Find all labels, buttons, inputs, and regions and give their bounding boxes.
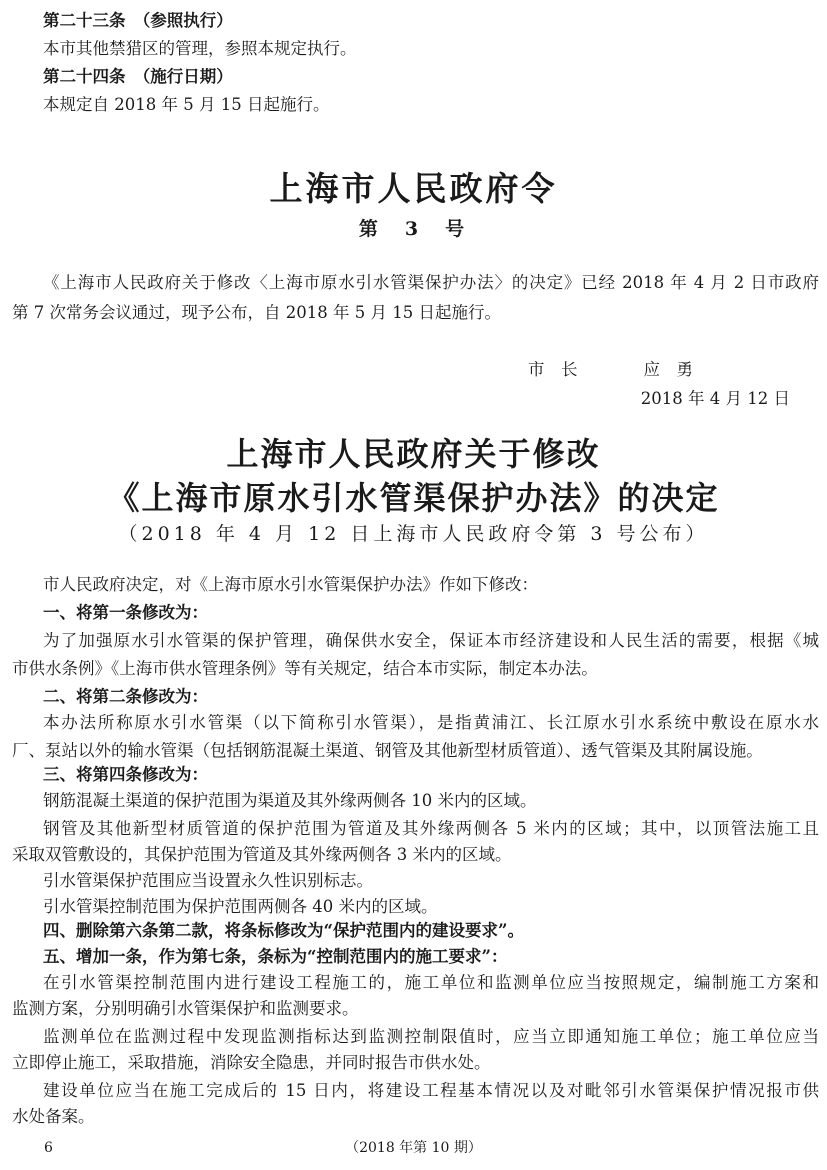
item2-line1: 本办法所称原水引水管渠（以下简称引水管渠），是指黄浦江、长江原水引水系统中敷设在原水水	[43, 713, 819, 732]
item2-line2: 厂、泵站以外的输水管渠（包括钢筋混凝土渠道、钢管及其他新型材质管道）、透气管渠及其附属设施。	[12, 741, 763, 760]
item5-paragraph2-line2: 立即停止施工，采取措施，消除安全隐患，并同时报告市供水处。	[12, 1053, 491, 1072]
item3-paragraph2-line2: 采取双管敷设的，其保护范围为管道及其外缘两侧各 3 米内的区域。	[12, 845, 512, 864]
decision-subtitle: （2018 年 4 月 12 日上海市人民政府令第 3 号公布）	[118, 523, 709, 545]
order-date: 2018 年 4 月 12 日	[640, 389, 790, 408]
item5-paragraph1-line1: 在引水管渠控制范围内进行建设工程施工的，施工单位和监测单位应当按照规定，编制施工方案和	[43, 973, 819, 992]
item3-paragraph3: 引水管渠保护范围应当设置永久性识别标志。	[43, 871, 373, 890]
article-23-heading: 第二十三条 （参照执行）	[43, 11, 233, 30]
item3-paragraph4: 引水管渠控制范围为保护范围两侧各 40 米内的区域。	[43, 897, 438, 916]
item3-paragraph2-line1: 钢管及其他新型材质管道的保护范围为管道及其外缘两侧各 5 米内的区域；其中，以顶管法施工且	[43, 819, 819, 838]
item5-paragraph3-line2: 水处备案。	[12, 1107, 95, 1126]
decision-title-line2: 《上海市原水引水管渠保护办法》的决定	[107, 479, 720, 517]
item2-heading: 二、将第二条修改为：	[43, 687, 208, 706]
order-body-line1: 《上海市人民政府关于修改〈上海市原水引水管渠保护办法〉的决定》已经 2018 年 4 月 2 日市政府	[43, 273, 819, 292]
page-number: 6	[44, 1140, 53, 1156]
order-number: 第 3 号	[358, 218, 469, 240]
item5-paragraph2-line1: 监测单位在监测过程中发现监测指标达到监测控制限值时，应当立即通知施工单位；施工单位应当	[43, 1027, 819, 1046]
item1-line1: 为了加强原水引水管渠的保护管理，确保供水安全，保证本市经济建设和人民生活的需要，根据《城	[43, 631, 819, 650]
item1-heading: 一、将第一条修改为：	[43, 603, 208, 622]
article-24-heading: 第二十四条 （施行日期）	[43, 67, 233, 86]
item4-heading: 四、删除第六条第二款，将条标修改为“保护范围内的建设要求”。	[43, 921, 524, 940]
item3-heading: 三、将第四条修改为：	[43, 765, 208, 784]
item3-paragraph1: 钢筋混凝土渠道的保护范围为渠道及其外缘两侧各 10 米内的区域。	[43, 791, 537, 810]
issue-label: （2018 年第 10 期）	[345, 1140, 482, 1156]
item5-paragraph3-line1: 建设单位应当在施工完成后的 15 日内，将建设工程基本情况以及对毗邻引水管渠保护情况报市供	[43, 1081, 819, 1100]
article-24-text: 本规定自 2018 年 5 月 15 日起施行。	[43, 95, 330, 114]
order-title: 上海市人民政府令	[269, 169, 558, 208]
intro-paragraph: 市人民政府决定，对《上海市原水引水管渠保护办法》作如下修改：	[43, 575, 538, 594]
decision-title-line1: 上海市人民政府关于修改	[226, 435, 601, 473]
order-signature: 市 长 应 勇	[528, 360, 693, 379]
item1-line2: 市供水条例》《上海市供水管理条例》等有关规定，结合本市实际，制定本办法。	[12, 659, 598, 678]
item5-heading: 五、增加一条，作为第七条，条标为“控制范围内的施工要求”：	[43, 947, 508, 966]
order-body-line2: 第 7 次常务会议通过，现予公布，自 2018 年 5 月 15 日起施行。	[12, 303, 501, 322]
article-23-text: 本市其他禁猎区的管理，参照本规定执行。	[43, 39, 357, 58]
item5-paragraph1-line2: 监测方案，分别明确引水管渠保护和监测要求。	[12, 999, 359, 1018]
